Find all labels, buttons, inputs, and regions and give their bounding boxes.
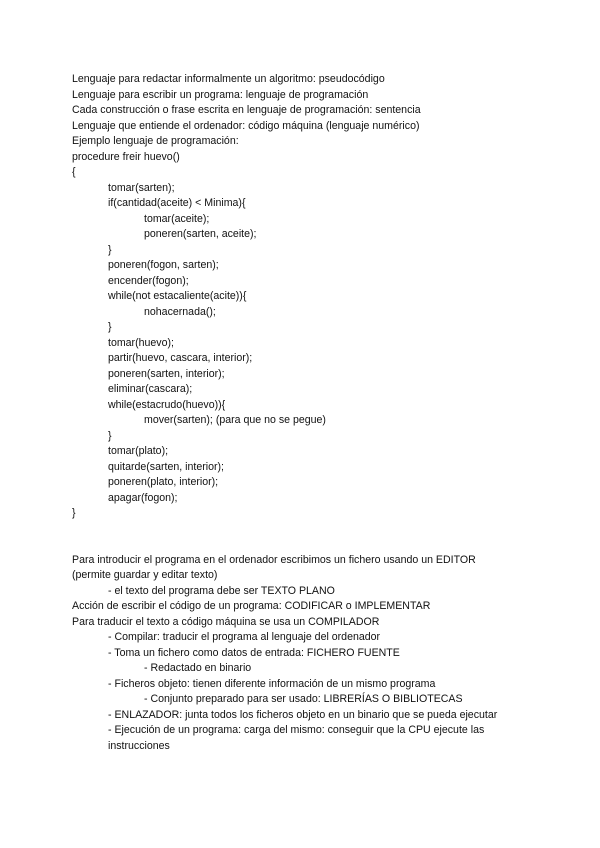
definition-statement: Cada construcción o frase escrita en lenguaje de programación: sentencia (72, 104, 421, 116)
code-line: quitarde(sarten, interior); (108, 460, 224, 473)
code-close-brace: } (72, 507, 76, 519)
code-line: tomar(aceite); (144, 212, 210, 225)
code-line: } (108, 243, 112, 256)
definition-pseudocode: Lenguaje para redactar informalmente un algoritmo: pseudocódigo (72, 73, 385, 85)
code-line: tomar(plato); (108, 445, 169, 457)
code-line: partir(huevo, cascara, interior); (108, 352, 253, 364)
note-ejecucion-line2: instrucciones (108, 739, 170, 752)
document-page (72, 72, 572, 754)
note-compilador: Para traducir el texto a código máquina se usa un COMPILADOR (72, 615, 380, 628)
code-line: nohacernada(); (144, 305, 216, 318)
code-line: poneren(plato, interior); (108, 476, 219, 488)
code-line: while(estacrudo(huevo)){ (108, 398, 226, 411)
code-line: eliminar(cascara); (108, 383, 193, 395)
code-line: poneren(fogon, sarten); (108, 259, 219, 271)
note-editor-line2: (permite guardar y editar texto) (72, 569, 218, 581)
note-editor-line1: Para introducir el programa en el ordenador escribimos un fichero usando un EDITOR (72, 553, 476, 566)
code-line: } (108, 429, 112, 442)
code-procedure-header: procedure freir huevo() (72, 150, 180, 163)
code-line: mover(sarten); (para que no se pegue) (144, 414, 326, 426)
code-line: poneren(sarten, interior); (108, 367, 225, 380)
note-fichero-fuente: - Toma un fichero como datos de entrada: FICHERO FUENTE (108, 646, 400, 659)
section-spacer (72, 522, 572, 553)
code-open-brace: { (72, 166, 76, 178)
code-line: tomar(huevo); (108, 336, 174, 349)
note-plain-text: - el texto del programa debe ser TEXTO PLANO (108, 584, 335, 597)
note-ejecucion-line1: - Ejecución de un programa: carga del mismo: conseguir que la CPU ejecute las (108, 724, 485, 736)
note-codificar: Acción de escribir el código de un programa: CODIFICAR o IMPLEMENTAR (72, 600, 431, 612)
note-enlazador: - ENLAZADOR: junta todos los ficheros objeto en un binario que se pueda ejecutar (108, 708, 498, 721)
code-line: } (108, 321, 112, 333)
code-line: tomar(sarten); (108, 181, 175, 194)
code-line: while(not estacaliente(acite)){ (108, 290, 247, 302)
definition-programming-language: Lenguaje para escribir un programa: lenguaje de programación (72, 88, 369, 101)
note-compilar: - Compilar: traducir el programa al lenguaje del ordenador (108, 631, 381, 643)
code-line: if(cantidad(aceite) < Minima){ (108, 197, 246, 209)
note-librerias: - Conjunto preparado para ser usado: LIBRERÍAS O BIBLIOTECAS (144, 693, 463, 705)
note-binario: - Redactado en binario (144, 662, 252, 674)
code-line: poneren(sarten, aceite); (144, 228, 257, 240)
example-heading: Ejemplo lenguaje de programación: (72, 135, 239, 147)
code-line: encender(fogon); (108, 274, 189, 287)
definition-machine-code: Lenguaje que entiende el ordenador: código máquina (lenguaje numérico) (72, 119, 420, 132)
code-line: apagar(fogon); (108, 491, 178, 504)
note-ficheros-objeto: - Ficheros objeto: tienen diferente información de un mismo programa (108, 677, 436, 690)
